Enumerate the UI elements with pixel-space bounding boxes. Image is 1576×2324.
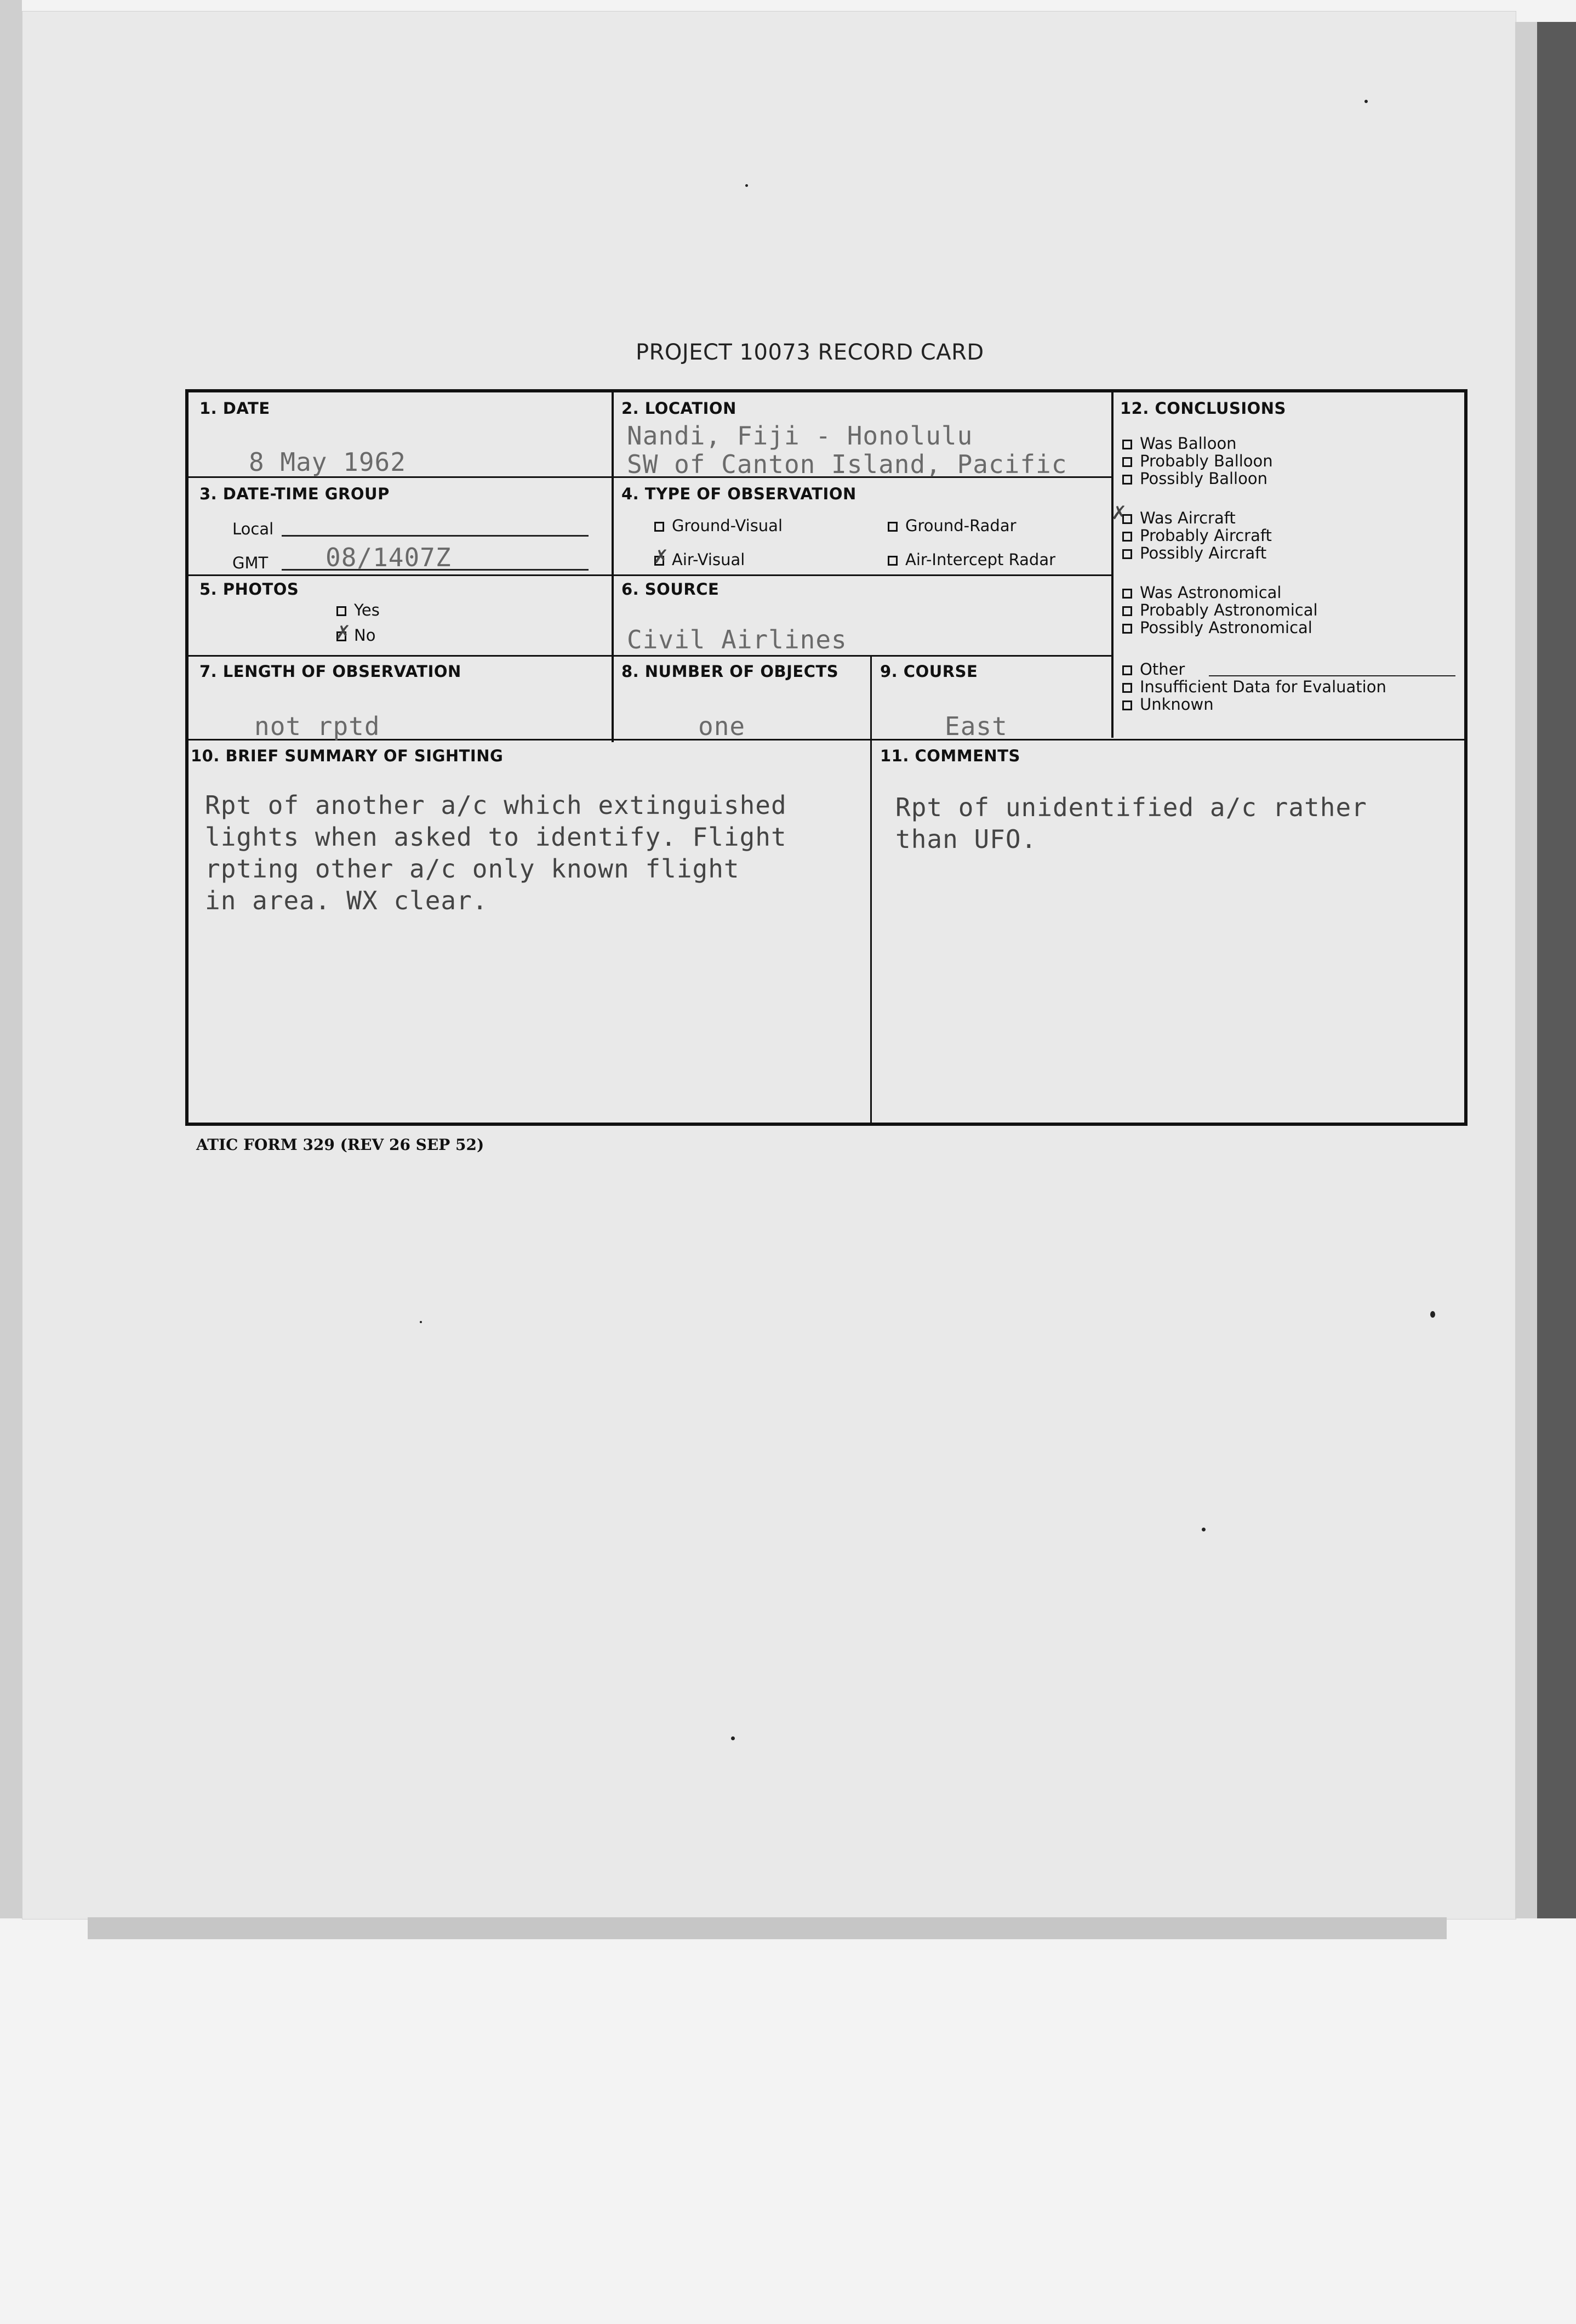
right-shadow (1515, 22, 1537, 1918)
type-of-observation-label: 4. TYPE OF OBSERVATION (621, 485, 856, 503)
option-probably-astronomical[interactable]: Probably Astronomical (1122, 601, 1318, 619)
summary-line: lights when asked to identify. Flight (205, 822, 787, 852)
checkbox-icon (1122, 532, 1132, 542)
summary-line: rpting other a/c only known flight (205, 854, 740, 884)
option-ground-visual[interactable]: Ground-Visual (654, 516, 783, 535)
speck (420, 1321, 422, 1323)
option-unknown[interactable]: Unknown (1122, 695, 1214, 714)
speck (1364, 100, 1368, 103)
date-time-group-label: 3. DATE-TIME GROUP (199, 485, 390, 503)
checkbox-icon (654, 522, 664, 532)
checkbox-icon (1122, 700, 1132, 710)
option-probably-aircraft[interactable]: Probably Aircraft (1122, 526, 1272, 545)
option-photos-no[interactable]: No (336, 626, 375, 645)
comments-label: 11. COMMENTS (880, 747, 1020, 765)
local-underline (282, 535, 589, 537)
option-other[interactable]: Other (1122, 660, 1185, 679)
speck (1202, 1528, 1206, 1531)
option-probably-balloon[interactable]: Probably Balloon (1122, 452, 1273, 470)
option-was-astronomical[interactable]: Was Astronomical (1122, 583, 1281, 602)
checkbox-icon (336, 606, 346, 616)
speck (731, 1736, 735, 1740)
summary-line: Rpt of another a/c which extinguished (205, 790, 787, 820)
checked-x-mark-icon: ✗ (335, 622, 351, 643)
divider (612, 392, 614, 742)
checkbox-icon (1122, 440, 1132, 449)
source-label: 6. SOURCE (621, 580, 720, 599)
record-card (185, 389, 1467, 1126)
right-dark-edge (1537, 22, 1576, 1918)
conclusions-label: 12. CONCLUSIONS (1120, 399, 1286, 418)
checkbox-icon (1122, 624, 1132, 634)
course-label: 9. COURSE (880, 662, 978, 681)
brief-summary-label: 10. BRIEF SUMMARY OF SIGHTING (191, 747, 504, 765)
checkbox-icon (888, 522, 898, 532)
checkbox-icon (1122, 549, 1132, 559)
option-ground-radar[interactable]: Ground-Radar (888, 516, 1017, 535)
checkbox-icon (1122, 606, 1132, 616)
checked-x-mark-icon: ✗ (1111, 502, 1127, 524)
checkbox-icon (1122, 475, 1132, 485)
divider (189, 574, 1112, 576)
divider (870, 655, 872, 1123)
option-air-visual[interactable]: Air-Visual (654, 550, 745, 569)
speck (1430, 1311, 1435, 1318)
location-label: 2. LOCATION (621, 399, 736, 418)
form-identifier: ATIC FORM 329 (REV 26 SEP 52) (196, 1136, 484, 1154)
local-label: Local (232, 520, 274, 538)
option-was-aircraft[interactable]: Was Aircraft (1122, 509, 1236, 527)
checkbox-icon (1122, 665, 1132, 675)
checkbox-icon (1122, 589, 1132, 599)
option-possibly-balloon[interactable]: Possibly Balloon (1122, 469, 1267, 488)
option-air-intercept-radar[interactable]: Air-Intercept Radar (888, 550, 1055, 569)
comments-line: Rpt of unidentified a/c rather (895, 793, 1367, 822)
checkbox-icon (1122, 457, 1132, 467)
location-line2: SW of Canton Island, Pacific (627, 449, 1067, 479)
option-photos-yes[interactable]: Yes (336, 601, 380, 619)
other-underline (1209, 675, 1455, 676)
length-of-observation-value: not rptd (254, 711, 380, 741)
number-of-objects-value: one (698, 711, 746, 741)
divider (189, 655, 1112, 657)
length-of-observation-label: 7. LENGTH OF OBSERVATION (199, 662, 461, 681)
option-possibly-astronomical[interactable]: Possibly Astronomical (1122, 618, 1312, 637)
date-label: 1. DATE (199, 399, 270, 418)
checked-x-mark-icon: ✗ (653, 546, 669, 568)
bottom-shadow (88, 1917, 1447, 1939)
checkbox-icon (1122, 683, 1132, 693)
speck (745, 184, 748, 187)
divider (1111, 392, 1114, 738)
comments-line: than UFO. (895, 824, 1037, 854)
source-value: Civil Airlines (627, 625, 847, 654)
checkbox-icon (888, 556, 898, 566)
date-value: 8 May 1962 (249, 447, 406, 477)
option-insufficient-data[interactable]: Insufficient Data for Evaluation (1122, 677, 1386, 696)
number-of-objects-label: 8. NUMBER OF OBJECTS (621, 662, 839, 681)
option-was-balloon[interactable]: Was Balloon (1122, 434, 1237, 453)
option-possibly-aircraft[interactable]: Possibly Aircraft (1122, 544, 1266, 562)
photos-label: 5. PHOTOS (199, 580, 299, 599)
gmt-value: 08/1407Z (326, 543, 452, 572)
gmt-label: GMT (232, 554, 269, 572)
left-edge-strip (0, 0, 22, 1918)
summary-line: in area. WX clear. (205, 886, 488, 915)
card-title: PROJECT 10073 RECORD CARD (636, 340, 984, 365)
location-line1: Nandi, Fiji - Honolulu (627, 421, 973, 451)
course-value: East (945, 711, 1008, 741)
